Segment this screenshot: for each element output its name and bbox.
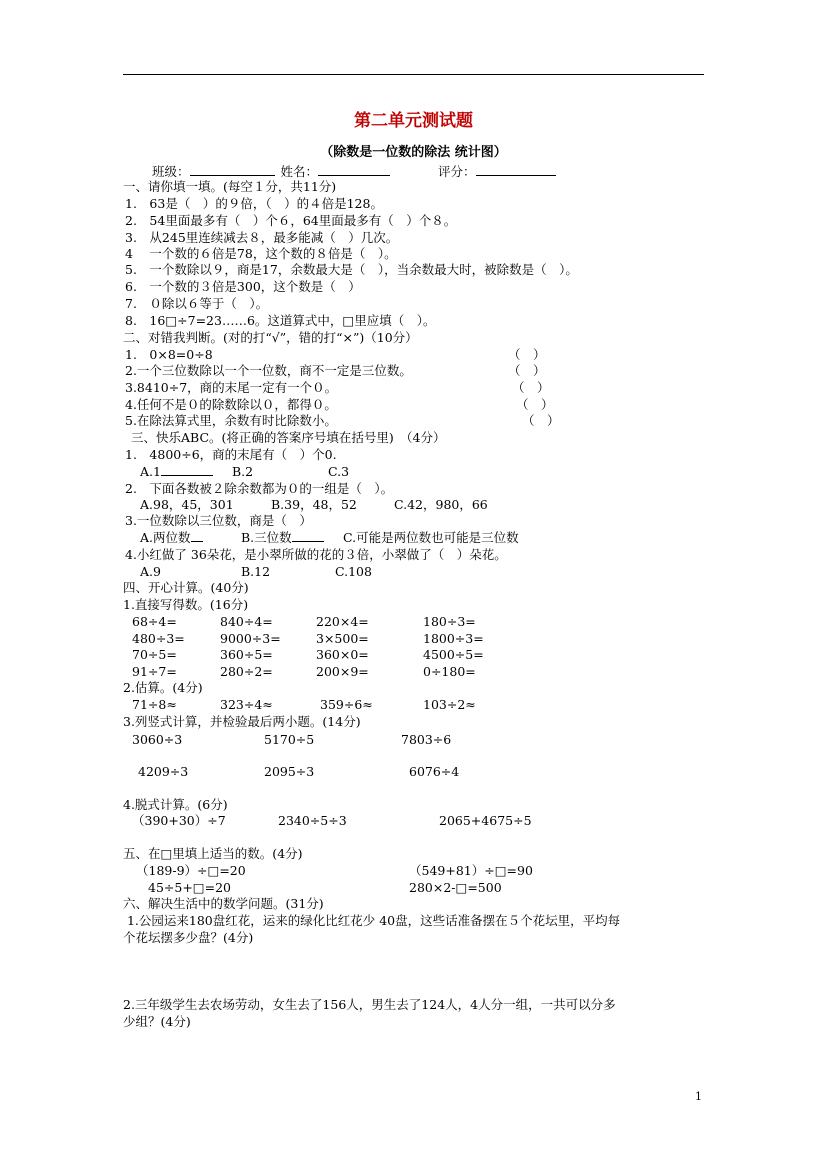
stepwise-calc-2: 2340÷5÷3 bbox=[278, 813, 347, 828]
oral-calc-r2c3: 3×500= bbox=[316, 631, 369, 646]
oral-calc-r3c2: 360÷5= bbox=[220, 647, 273, 662]
s3-question-2: 2. 下面各数被２除余数都为０的一组是（ ）。 bbox=[125, 481, 394, 496]
s4-part-4-heading: 4.脱式计算。(6分) bbox=[123, 797, 228, 812]
s3-q2-option-a: A.98，45，301 bbox=[140, 497, 234, 512]
s3-q4-option-c: C.108 bbox=[335, 564, 372, 579]
oral-calc-r3c1: 70÷5= bbox=[132, 647, 177, 662]
student-info-row bbox=[152, 163, 556, 180]
vertical-calc-2: 5170÷5 bbox=[264, 732, 315, 747]
s3-q1-option-a: A.1 bbox=[140, 464, 213, 480]
s1-question-2: 2. 54里面最多有（ ）个６，64里面最多有（ ）个８。 bbox=[125, 213, 457, 228]
section-5-heading: 五、在□里填上适当的数。(4分) bbox=[123, 846, 303, 861]
s2-item-2: 2.一个三位数除以一个一位数，商不一定是三位数。 bbox=[125, 363, 412, 378]
score-label: 评分： bbox=[438, 164, 476, 179]
s3-q4-option-b: B.12 bbox=[241, 564, 271, 579]
s1-question-6: 6. 一个数的３倍是300，这个数是（ ） bbox=[125, 279, 361, 294]
s3-question-1: 1. 4800÷6，商的末尾有（ ）个0. bbox=[125, 447, 337, 462]
s3-q3-option-a: A.两位数 bbox=[140, 530, 203, 546]
s4-part-2-heading: 2.估算。(4分) bbox=[123, 680, 203, 695]
fill-box-2: （549+81）÷□=90 bbox=[409, 863, 533, 878]
s3-q2-option-c: C.42，980，66 bbox=[394, 497, 488, 512]
oral-calc-r2c4: 1800÷3= bbox=[423, 631, 484, 646]
oral-calc-r4c4: 0÷180= bbox=[423, 664, 476, 679]
page-number: 1 bbox=[695, 1090, 702, 1103]
oral-calc-r4c2: 280÷2= bbox=[220, 664, 273, 679]
page-subtitle: （除数是一位数的除法 统计图） bbox=[320, 145, 507, 160]
s2-item-4-answer: （ ） bbox=[516, 397, 554, 412]
oral-calc-r4c1: 91÷7= bbox=[132, 664, 177, 679]
s4-part-3-heading: 3.列竖式计算，并检验最后两小题。(14分) bbox=[123, 714, 361, 729]
s3-q1-option-b: B.2 bbox=[232, 464, 254, 479]
oral-calc-r3c3: 360×0= bbox=[316, 647, 369, 662]
class-blank bbox=[190, 163, 275, 176]
oral-calc-r1c4: 180÷3= bbox=[423, 614, 476, 629]
s3-q1-option-c: C.3 bbox=[328, 464, 350, 479]
s1-question-3: 3. 从245里连续减去８，最多能减（ ）几次。 bbox=[125, 230, 399, 245]
s2-item-1: 1. 0×8=0÷8 bbox=[125, 347, 213, 362]
s2-item-3: 3.8410÷7，商的末尾一定有一个０。 bbox=[125, 380, 338, 395]
word-problem-2-line-1: 2.三年级学生去农场劳动，女生去了156人，男生去了124人，4人分一组，一共可以分多 bbox=[123, 997, 616, 1012]
stepwise-calc-1: （390+30）÷7 bbox=[132, 813, 226, 828]
stepwise-calc-3: 2065+4675÷5 bbox=[439, 813, 532, 828]
section-3-heading: 三、快乐ABC。(将正确的答案序号填在括号里) （4分） bbox=[131, 430, 446, 445]
name-blank bbox=[318, 163, 390, 176]
fill-box-1: （189-9）÷□=20 bbox=[136, 863, 246, 878]
s1-question-8: 8. 16□÷7=23……6。这道算式中，□里应填（ ）。 bbox=[125, 313, 436, 328]
oral-calc-r2c1: 480÷3= bbox=[132, 631, 185, 646]
section-2-heading: 二、对错我判断。(对的打“√”，错的打“×”)（10分） bbox=[123, 330, 418, 345]
s3-question-3: 3.一位数除以三位数，商是（ ） bbox=[125, 513, 312, 528]
vertical-calc-5: 2095÷3 bbox=[264, 764, 315, 779]
section-4-heading: 四、开心计算。(40分) bbox=[123, 580, 249, 595]
oral-calc-r1c2: 840÷4= bbox=[220, 614, 273, 629]
name-label: 姓名： bbox=[280, 164, 319, 179]
s1-question-5: 5. 一个数除以９，商是17，余数最大是（ ），当余数最大时，被除数是（ ）。 bbox=[125, 262, 578, 277]
vertical-calc-3: 7803÷6 bbox=[401, 732, 452, 747]
header-rule bbox=[123, 74, 704, 75]
fill-box-3: 45÷5+□=20 bbox=[148, 880, 231, 895]
s1-question-4: 4 一个数的６倍是78，这个数的８倍是（ ）。 bbox=[125, 246, 397, 261]
s2-item-5: 5.在除法算式里，余数有时比除数小。 bbox=[125, 413, 337, 428]
s3-q4-option-a: A.9 bbox=[140, 564, 161, 579]
s2-item-5-answer: （ ） bbox=[522, 413, 560, 428]
oral-calc-r2c2: 9000÷3= bbox=[220, 631, 281, 646]
s1-question-1: 1. 63是（ ）的９倍，（ ）的４倍是128。 bbox=[125, 196, 383, 211]
vertical-calc-1: 3060÷3 bbox=[132, 732, 183, 747]
s2-item-2-answer: （ ） bbox=[508, 363, 546, 378]
estimate-1: 71÷8≈ bbox=[132, 697, 177, 712]
s2-item-4: 4.任何不是０的除数除以０，都得０。 bbox=[125, 397, 337, 412]
oral-calc-r1c3: 220×4= bbox=[316, 614, 369, 629]
s3-q3-option-b: B.三位数 bbox=[241, 530, 324, 546]
score-blank bbox=[476, 163, 556, 176]
s3-q2-option-b: B.39，48，52 bbox=[271, 497, 357, 512]
page-title: 第二单元测试题 bbox=[354, 111, 473, 131]
vertical-calc-6: 6076÷4 bbox=[409, 764, 460, 779]
s3-question-4: 4.小红做了 36朵花，是小翠所做的花的３倍，小翠做了（ ）朵花。 bbox=[125, 547, 507, 562]
s2-item-1-answer: （ ） bbox=[508, 347, 546, 362]
vertical-calc-4: 4209÷3 bbox=[138, 764, 189, 779]
section-6-heading: 六、解决生活中的数学问题。(31分) bbox=[123, 896, 324, 911]
class-label: 班级： bbox=[152, 164, 190, 179]
s2-item-3-answer: （ ） bbox=[512, 380, 550, 395]
word-problem-2-line-2: 少组？(4分) bbox=[123, 1014, 191, 1029]
oral-calc-r3c4: 4500÷5= bbox=[423, 647, 484, 662]
estimate-4: 103÷2≈ bbox=[423, 697, 476, 712]
word-problem-1-line-1: 1.公园运来180盘红花，运来的绿化比红花少 40盘，这些话准备摆在５个花坛里，平均每 bbox=[123, 913, 621, 928]
section-1-heading: 一、请你填一填。(每空１分，共11分) bbox=[123, 179, 337, 194]
oral-calc-r4c3: 200×9= bbox=[316, 664, 369, 679]
s4-part-1-heading: 1.直接写得数。(16分) bbox=[123, 597, 249, 612]
s1-question-7: 7. ０除以６等于（ ）。 bbox=[125, 296, 269, 311]
estimate-2: 323÷4≈ bbox=[220, 697, 273, 712]
estimate-3: 359÷6≈ bbox=[320, 697, 373, 712]
s3-q3-option-c: C.可能是两位数也可能是三位数 bbox=[343, 530, 519, 545]
oral-calc-r1c1: 68÷4= bbox=[132, 614, 177, 629]
fill-box-4: 280×2-□=500 bbox=[409, 880, 502, 895]
word-problem-1-line-2: 个花坛摆多少盘？(4分) bbox=[123, 930, 254, 945]
